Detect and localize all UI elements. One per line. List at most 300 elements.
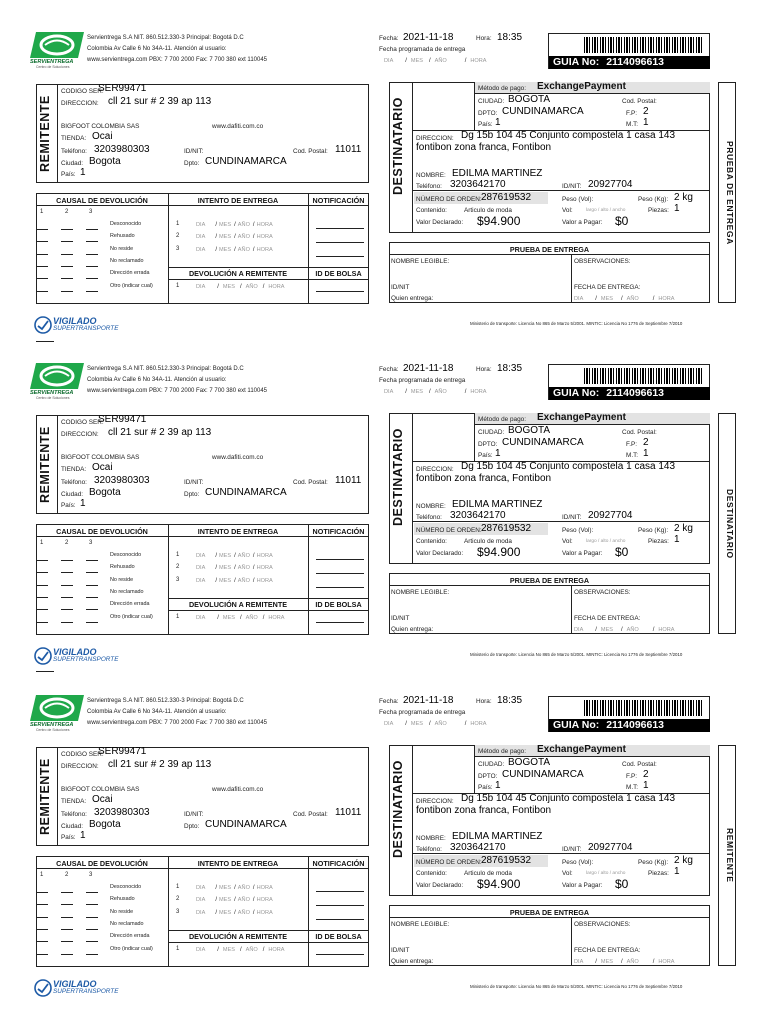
cut-mark-1	[36, 341, 54, 342]
dest-telefono-label: Teléfono:	[416, 183, 442, 190]
empresa-value: BIGFOOT COLOMBIA SAS	[61, 123, 140, 130]
causal-checkbox-line[interactable]	[36, 229, 48, 230]
causal-checkbox-line[interactable]	[61, 229, 73, 230]
guia-banner	[549, 56, 710, 69]
web-value: www.dafiti.com.co	[212, 123, 264, 130]
causal-label: Otro (indicar cual)	[110, 945, 153, 952]
causal-checkbox-line[interactable]	[86, 229, 98, 230]
devolucion-num: 1	[176, 614, 180, 620]
fp-label: F.P:	[626, 441, 638, 448]
brand-slogan: Centro de Soluciones	[36, 65, 70, 69]
remitente-pais-value: 1	[80, 830, 86, 841]
dest-ciudad-label: CIUDAD:	[478, 429, 505, 436]
causal-checkbox-line[interactable]	[36, 291, 48, 292]
dest-pais-label: País:	[478, 784, 493, 791]
causal-checkbox-line[interactable]	[36, 254, 48, 255]
notificacion-line-3[interactable]	[316, 256, 364, 257]
piezas-value: 1	[674, 534, 680, 545]
codigo-ser-label: CODIGO SER:	[61, 88, 104, 95]
dest-postal-label: Cod. Postal:	[622, 429, 657, 436]
contenido-label: Contenido:	[416, 870, 447, 877]
causal-checkbox-line[interactable]	[61, 291, 73, 292]
metodo-pago-value: ExchangePayment	[537, 744, 626, 755]
servientrega-logo-icon	[30, 693, 84, 723]
causal-devolucion-header: CAUSAL DE DEVOLUCIÓN	[56, 196, 148, 205]
mt-value: 1	[643, 117, 649, 128]
fecha-programada-fields: DIA / MES / AÑO / HORA	[384, 389, 487, 395]
guia-label: GUIA No:	[553, 56, 600, 68]
company-line-2: Colombia Av Calle 6 No 34A-11. Atención al usuario:	[87, 46, 227, 52]
web-value: www.dafiti.com.co	[212, 454, 264, 461]
fecha-programada-label: Fecha programada de entrega	[379, 46, 466, 53]
codigo-ser-label: CODIGO SER:	[61, 751, 104, 758]
valor-pagar-label: Valor a Pagar:	[562, 550, 603, 557]
fecha-programada-label: Fecha programada de entrega	[379, 377, 466, 384]
intento-number: 1	[176, 221, 180, 227]
remitente-telefono-label: Teléfono:	[61, 479, 87, 486]
remitente-pais-label: País:	[61, 171, 76, 178]
company-line-2: Colombia Av Calle 6 No 34A-11. Atención al usuario:	[87, 377, 227, 383]
dest-nombre-value: EDILMA MARTINEZ	[452, 831, 543, 842]
valor-pagar-value: $0	[615, 877, 629, 891]
dest-postal-label: Cod. Postal:	[622, 761, 657, 768]
causal-checkbox-line[interactable]	[36, 266, 48, 267]
copy-side-label: REMITENTE	[725, 828, 735, 883]
hora-label: Hora:	[476, 698, 492, 705]
guia-banner	[549, 719, 710, 732]
causal-col-2: 2	[65, 540, 69, 546]
dest-direccion-label: DIRECCION:	[416, 466, 454, 473]
tienda-label: TIENDA:	[61, 798, 87, 805]
fecha-entrega-label: FECHA DE ENTREGA:	[574, 615, 641, 622]
prueba-entrega-header: PRUEBA DE ENTREGA	[509, 245, 590, 254]
fecha-label: Fecha:	[379, 35, 399, 42]
dest-idnit-value: 20927704	[588, 842, 633, 853]
causal-checkbox-line[interactable]	[86, 560, 98, 561]
mt-label: M.T:	[626, 121, 639, 128]
remitente-ciudad-value: Bogota	[89, 156, 121, 167]
id-bolsa-line[interactable]	[316, 291, 364, 292]
causal-label: Desconocido	[110, 552, 142, 558]
remitente-telefono-value: 3203980303	[94, 807, 150, 818]
intento-date-fields[interactable]: DIA / MES / AÑO / HORA	[196, 553, 273, 559]
valor-pagar-label: Valor a Pagar:	[562, 219, 603, 226]
devolucion-remitente-header: DEVOLUCIÓN A REMITENTE	[188, 600, 288, 609]
fp-value: 2	[643, 769, 649, 780]
notificacion-header: NOTIFICACIÓN	[312, 196, 365, 205]
causal-checkbox-line[interactable]	[61, 278, 73, 279]
remitente-postal-value: 11011	[335, 807, 362, 818]
shipping-guide-copy-2	[0, 331, 768, 664]
notificacion-line-2[interactable]	[316, 242, 364, 243]
dest-direccion-line-2: fontibon zona franca, Fontibon	[416, 805, 552, 816]
intento-number: 3	[176, 245, 180, 252]
remitente-dpto-value: CUNDINAMARCA	[205, 819, 287, 830]
dest-nombre-value: EDILMA MARTINEZ	[452, 168, 543, 179]
causal-checkbox-line[interactable]	[61, 241, 73, 242]
causal-checkbox-line[interactable]	[86, 241, 98, 242]
company-line-3: www.servientrega.com PBX: 7 700 2000 Fax: 7 700 380 ext 110045	[87, 57, 267, 63]
vigilado-text: VIGILADO	[53, 316, 97, 326]
causal-checkbox-line[interactable]	[61, 941, 73, 942]
metodo-pago-label: Método de pago:	[478, 85, 526, 92]
brand-name: SERVIENTREGA	[30, 59, 74, 65]
hora-label: Hora:	[476, 35, 492, 42]
remitente-postal-value: 11011	[335, 144, 362, 155]
causal-checkbox-line[interactable]	[61, 572, 73, 573]
dia-label: DIA	[384, 389, 394, 395]
causal-devolucion-header: CAUSAL DE DEVOLUCIÓN	[56, 859, 148, 868]
contenido-value: Articulo de moda	[464, 207, 512, 214]
causal-checkbox-line[interactable]	[36, 941, 48, 942]
observaciones-label: OBSERVACIONES:	[574, 921, 631, 928]
company-line-1: Servientrega S.A NIT. 860.512.330-3 Principal: Bogotá D.C	[87, 35, 244, 41]
codigo-ser-value: SER99471	[98, 746, 147, 757]
cut-mark-2	[36, 671, 54, 672]
mt-label: M.T:	[626, 452, 639, 459]
orden-value: 287619532	[481, 523, 532, 534]
causal-checkbox-line[interactable]	[86, 254, 98, 255]
tienda-value: Ocai	[92, 462, 113, 473]
causal-checkbox-line[interactable]	[36, 904, 48, 905]
peso-kg-label: Peso (Kg):	[638, 196, 669, 203]
dest-dpto-label: DPTO:	[478, 441, 498, 448]
causal-checkbox-line[interactable]	[36, 585, 48, 586]
remitente-ciudad-label: Ciudad:	[61, 823, 84, 830]
fecha-entrega-fields: DIA / MES / AÑO / HORA	[574, 959, 675, 965]
quien-entrega-label: Quien entrega:	[391, 295, 434, 302]
notificacion-line-1[interactable]	[316, 891, 364, 892]
intento-date-fields[interactable]: DIA / MES / AÑO / HORA	[196, 885, 273, 891]
nombre-legible-label: NOMBRE LEGIBLE:	[391, 921, 450, 928]
quien-entrega-label: Quien entrega:	[391, 626, 434, 633]
causal-label: Dirección errada	[110, 933, 150, 940]
notificacion-line-3[interactable]	[316, 587, 364, 588]
supertransporte-text: SUPERTRANSPORTE	[53, 325, 119, 332]
id-bolsa-header: ID DE BOLSA	[315, 269, 362, 278]
guia-label: GUIA No:	[553, 719, 600, 731]
notificacion-line-2[interactable]	[316, 905, 364, 906]
causal-checkbox-line[interactable]	[86, 585, 98, 586]
causal-checkbox-line[interactable]	[36, 954, 48, 955]
empresa-value: BIGFOOT COLOMBIA SAS	[61, 786, 140, 793]
ministerio-text: Ministerio de transporte: Licencia No 865 de Marzo 5/2001. MINTIC: Licencia No 1776 de Septiembre 7/2010	[470, 321, 683, 326]
brand-name: SERVIENTREGA	[30, 722, 74, 728]
remitente-telefono-label: Teléfono:	[61, 148, 87, 155]
causal-checkbox-line[interactable]	[36, 892, 48, 893]
mt-value: 1	[643, 780, 649, 791]
piezas-label: Piezas:	[648, 870, 669, 877]
causal-checkbox-line[interactable]	[61, 904, 73, 905]
web-value: www.dafiti.com.co	[212, 786, 264, 793]
servientrega-logo	[30, 693, 84, 735]
causal-col-2: 2	[65, 872, 69, 878]
causal-col-1: 1	[40, 540, 44, 546]
ano-label: AÑO	[434, 58, 447, 64]
causal-checkbox-line[interactable]	[86, 929, 98, 930]
shipping-guide-copy-1	[0, 0, 768, 333]
metodo-pago-value: ExchangePayment	[537, 412, 626, 423]
dest-ciudad-value: BOGOTA	[508, 425, 551, 436]
dest-direccion-label: DIRECCION:	[416, 135, 454, 142]
dest-telefono-value: 3203642170	[450, 179, 506, 190]
company-line-3: www.servientrega.com PBX: 7 700 2000 Fax: 7 700 380 ext 110045	[87, 720, 267, 726]
barcode	[584, 368, 704, 384]
dest-nombre-value: EDILMA MARTINEZ	[452, 499, 543, 510]
causal-checkbox-line[interactable]	[36, 560, 48, 561]
intento-number: 3	[176, 908, 180, 915]
remitente-pais-value: 1	[80, 167, 86, 178]
quien-entrega-label: Quien entrega:	[391, 958, 434, 965]
remitente-idnit-label: ID/NIT:	[184, 479, 204, 486]
servientrega-logo-icon	[30, 361, 84, 391]
dest-ciudad-label: CIUDAD:	[478, 98, 505, 105]
valor-pagar-value: $0	[615, 214, 629, 228]
id-bolsa-line[interactable]	[316, 954, 364, 955]
destinatario-title: DESTINATARIO	[391, 428, 405, 526]
intento-date-fields[interactable]: DIA / MES / AÑO / HORA	[196, 246, 273, 253]
dest-telefono-value: 3203642170	[450, 842, 506, 853]
fecha-value: 2021-11-18	[403, 695, 454, 706]
dest-pais-value: 1	[495, 780, 501, 791]
intento-date-fields[interactable]: DIA / MES / AÑO / HORA	[196, 222, 273, 228]
causal-checkbox-line[interactable]	[86, 572, 98, 573]
causal-checkbox-line[interactable]	[86, 954, 98, 955]
remitente-postal-label: Cod. Postal:	[293, 811, 328, 818]
intento-date-fields[interactable]: DIA / MES / AÑO / HORA	[196, 897, 273, 904]
remitente-ciudad-value: Bogota	[89, 819, 121, 830]
empresa-value: BIGFOOT COLOMBIA SAS	[61, 454, 140, 461]
intento-entrega-header: INTENTO DE ENTREGA	[197, 196, 279, 205]
causal-checkbox-line[interactable]	[86, 904, 98, 905]
brand-slogan: Centro de Soluciones	[36, 396, 70, 400]
notificacion-header: NOTIFICACIÓN	[312, 859, 365, 868]
valor-declarado-value: $94.900	[477, 877, 521, 891]
guia-banner	[549, 387, 710, 400]
copy-side-label: PRUEBA DE ENTREGA	[725, 140, 735, 245]
devolucion-num: 1	[176, 946, 180, 952]
causal-checkbox-line[interactable]	[36, 241, 48, 242]
intento-date-fields[interactable]: DIA / MES / AÑO / HORA	[196, 565, 273, 572]
orden-label: NÚMERO DE ORDEN:	[416, 196, 482, 203]
vol-label: Vol:	[562, 870, 573, 877]
causal-label: No reside	[110, 908, 134, 915]
peso-kg-value: 2 kg	[674, 523, 693, 534]
remitente-direccion-value: cll 21 sur # 2 39 ap 113	[108, 427, 212, 438]
intento-date-fields[interactable]: DIA / MES / AÑO / HORA	[196, 909, 273, 916]
orden-value: 287619532	[481, 192, 532, 203]
remitente-dpto-label: Dpto:	[184, 823, 200, 830]
fecha-value: 2021-11-18	[403, 32, 454, 43]
causal-checkbox-line[interactable]	[86, 291, 98, 292]
dest-pais-label: País:	[478, 452, 493, 459]
causal-label: No reclamado	[110, 588, 144, 595]
causal-col-3: 3	[89, 209, 93, 215]
dia-label: DIA	[384, 58, 394, 64]
metodo-pago-label: Método de pago:	[478, 748, 526, 755]
causal-checkbox-line[interactable]	[61, 597, 73, 598]
causal-checkbox-line[interactable]	[36, 278, 48, 279]
guia-number: 2114096613	[606, 56, 665, 68]
guia-number: 2114096613	[606, 719, 665, 731]
dest-dpto-label: DPTO:	[478, 110, 498, 117]
intento-entrega-header: INTENTO DE ENTREGA	[197, 859, 279, 868]
causal-checkbox-line[interactable]	[61, 585, 73, 586]
causal-checkbox-line[interactable]	[36, 572, 48, 573]
causal-checkbox-line[interactable]	[61, 917, 73, 918]
fecha-value: 2021-11-18	[403, 363, 454, 374]
causal-label: No reclamado	[110, 257, 144, 264]
notificacion-line-1[interactable]	[316, 228, 364, 229]
servientrega-logo	[30, 361, 84, 403]
hora-value: 18:35	[497, 695, 523, 706]
vigilado-text: VIGILADO	[53, 979, 97, 989]
company-line-1: Servientrega S.A NIT. 860.512.330-3 Principal: Bogotá D.C	[87, 698, 244, 704]
destinatario-title: DESTINATARIO	[391, 760, 405, 858]
causal-checkbox-line[interactable]	[61, 892, 73, 893]
devolucion-date-fields: DIA / MES / AÑO / HORA	[196, 947, 285, 953]
notificacion-line-2[interactable]	[316, 573, 364, 574]
hora-label-small: HORA	[470, 58, 487, 64]
supertransporte-text: SUPERTRANSPORTE	[53, 656, 119, 663]
causal-checkbox-line[interactable]	[61, 609, 73, 610]
fp-value: 2	[643, 437, 649, 448]
fp-value: 2	[643, 106, 649, 117]
fecha-programada-fields: DIA / MES / AÑO / HORA	[384, 58, 487, 64]
remitente-pais-label: País:	[61, 834, 76, 841]
causal-checkbox-line[interactable]	[86, 941, 98, 942]
remitente-direccion-label: DIRECCION:	[61, 100, 99, 107]
tienda-value: Ocai	[92, 131, 113, 142]
company-line-3: www.servientrega.com PBX: 7 700 2000 Fax: 7 700 380 ext 110045	[87, 388, 267, 394]
id-bolsa-line[interactable]	[316, 622, 364, 623]
company-line-1: Servientrega S.A NIT. 860.512.330-3 Principal: Bogotá D.C	[87, 366, 244, 372]
dest-ciudad-value: BOGOTA	[508, 757, 551, 768]
dest-direccion-label: DIRECCION:	[416, 798, 454, 805]
valor-declarado-value: $94.900	[477, 214, 521, 228]
causal-col-3: 3	[89, 540, 93, 546]
valor-declarado-label: Valor Declarado:	[416, 882, 464, 889]
devolucion-num: 1	[176, 283, 180, 289]
hora-value: 18:35	[497, 32, 523, 43]
causal-checkbox-line[interactable]	[86, 609, 98, 610]
causal-label: Dirección errada	[110, 601, 150, 608]
dest-direccion-line-1: Dg 15b 104 45 Conjunto compostela 1 casa 143	[461, 461, 676, 472]
orden-label: NÚMERO DE ORDEN:	[416, 527, 482, 534]
remitente-postal-label: Cod. Postal:	[293, 479, 328, 486]
id-bolsa-header: ID DE BOLSA	[315, 932, 362, 941]
causal-checkbox-line[interactable]	[86, 622, 98, 623]
devolucion-date-fields: DIA / MES / AÑO / HORA	[196, 615, 285, 621]
copy-side-label: DESTINATARIO	[725, 488, 735, 559]
remitente-ciudad-label: Ciudad:	[61, 491, 84, 498]
vigilado-text: VIGILADO	[53, 647, 97, 657]
valor-pagar-value: $0	[615, 545, 629, 559]
observaciones-label: OBSERVACIONES:	[574, 258, 631, 265]
causal-label: No reside	[110, 576, 134, 583]
nombre-legible-label: NOMBRE LEGIBLE:	[391, 589, 450, 596]
causal-checkbox-line[interactable]	[86, 917, 98, 918]
causal-checkbox-line[interactable]	[61, 266, 73, 267]
remitente-pais-label: País:	[61, 502, 76, 509]
guia-number: 2114096613	[606, 387, 665, 399]
piezas-value: 1	[674, 203, 680, 214]
dest-postal-label: Cod. Postal:	[622, 98, 657, 105]
notificacion-line-3[interactable]	[316, 919, 364, 920]
mt-value: 1	[643, 448, 649, 459]
intento-date-fields[interactable]: DIA / MES / AÑO / HORA	[196, 577, 273, 584]
dest-dpto-value: CUNDINAMARCA	[502, 769, 584, 780]
fecha-entrega-label: FECHA DE ENTREGA:	[574, 284, 641, 291]
causal-label: Otro (indicar cual)	[110, 613, 153, 620]
causal-checkbox-line[interactable]	[61, 622, 73, 623]
causal-label: Desconocido	[110, 221, 142, 227]
peso-kg-value: 2 kg	[674, 855, 693, 866]
causal-label: No reside	[110, 245, 134, 252]
causal-checkbox-line[interactable]	[36, 597, 48, 598]
fp-label: F.P:	[626, 110, 638, 117]
intento-number: 2	[176, 564, 180, 571]
fp-label: F.P:	[626, 773, 638, 780]
intento-date-fields[interactable]: DIA / MES / AÑO / HORA	[196, 234, 273, 241]
peso-kg-label: Peso (Kg):	[638, 527, 669, 534]
dest-idnit-value: 20927704	[588, 179, 633, 190]
devolucion-remitente-header: DEVOLUCIÓN A REMITENTE	[188, 932, 288, 941]
causal-checkbox-line[interactable]	[86, 892, 98, 893]
causal-checkbox-line[interactable]	[36, 917, 48, 918]
peso-vol-label: Peso (Vol):	[562, 859, 594, 866]
brand-slogan: Centro de Soluciones	[36, 728, 70, 732]
tienda-value: Ocai	[92, 794, 113, 805]
dest-pais-value: 1	[495, 117, 501, 128]
causal-checkbox-line[interactable]	[36, 929, 48, 930]
causal-checkbox-line[interactable]	[61, 954, 73, 955]
contenido-value: Articulo de moda	[464, 870, 512, 877]
dest-idnit-label: ID/NIT:	[562, 846, 582, 853]
notificacion-line-1[interactable]	[316, 559, 364, 560]
orden-value: 287619532	[481, 855, 532, 866]
causal-checkbox-line[interactable]	[86, 266, 98, 267]
causal-checkbox-line[interactable]	[61, 560, 73, 561]
causal-label: Otro (indicar cual)	[110, 282, 153, 289]
fecha-programada-fields: DIA / MES / AÑO / HORA	[384, 721, 487, 727]
tienda-label: TIENDA:	[61, 466, 87, 473]
causal-checkbox-line[interactable]	[86, 278, 98, 279]
causal-checkbox-line[interactable]	[86, 597, 98, 598]
dia-label: DIA	[384, 721, 394, 727]
contenido-value: Articulo de moda	[464, 538, 512, 545]
dest-idnit-label: ID/NIT:	[562, 183, 582, 190]
hora-label-small: HORA	[470, 389, 487, 395]
barcode	[584, 37, 704, 53]
orden-label: NÚMERO DE ORDEN:	[416, 859, 482, 866]
causal-checkbox-line[interactable]	[36, 609, 48, 610]
fecha-entrega-fields: DIA / MES / AÑO / HORA	[574, 627, 675, 633]
causal-checkbox-line[interactable]	[61, 929, 73, 930]
prueba-idnit-label: ID/NIT	[391, 615, 410, 622]
brand-name: SERVIENTREGA	[30, 390, 74, 396]
causal-label: No reclamado	[110, 920, 144, 927]
causal-checkbox-line[interactable]	[61, 254, 73, 255]
intento-number: 1	[176, 552, 180, 558]
intento-number: 2	[176, 896, 180, 903]
dest-nombre-label: NOMBRE:	[416, 835, 446, 842]
remitente-idnit-label: ID/NIT:	[184, 811, 204, 818]
servientrega-logo	[30, 30, 84, 72]
valor-pagar-label: Valor a Pagar:	[562, 882, 603, 889]
causal-checkbox-line[interactable]	[36, 622, 48, 623]
observaciones-label: OBSERVACIONES:	[574, 589, 631, 596]
